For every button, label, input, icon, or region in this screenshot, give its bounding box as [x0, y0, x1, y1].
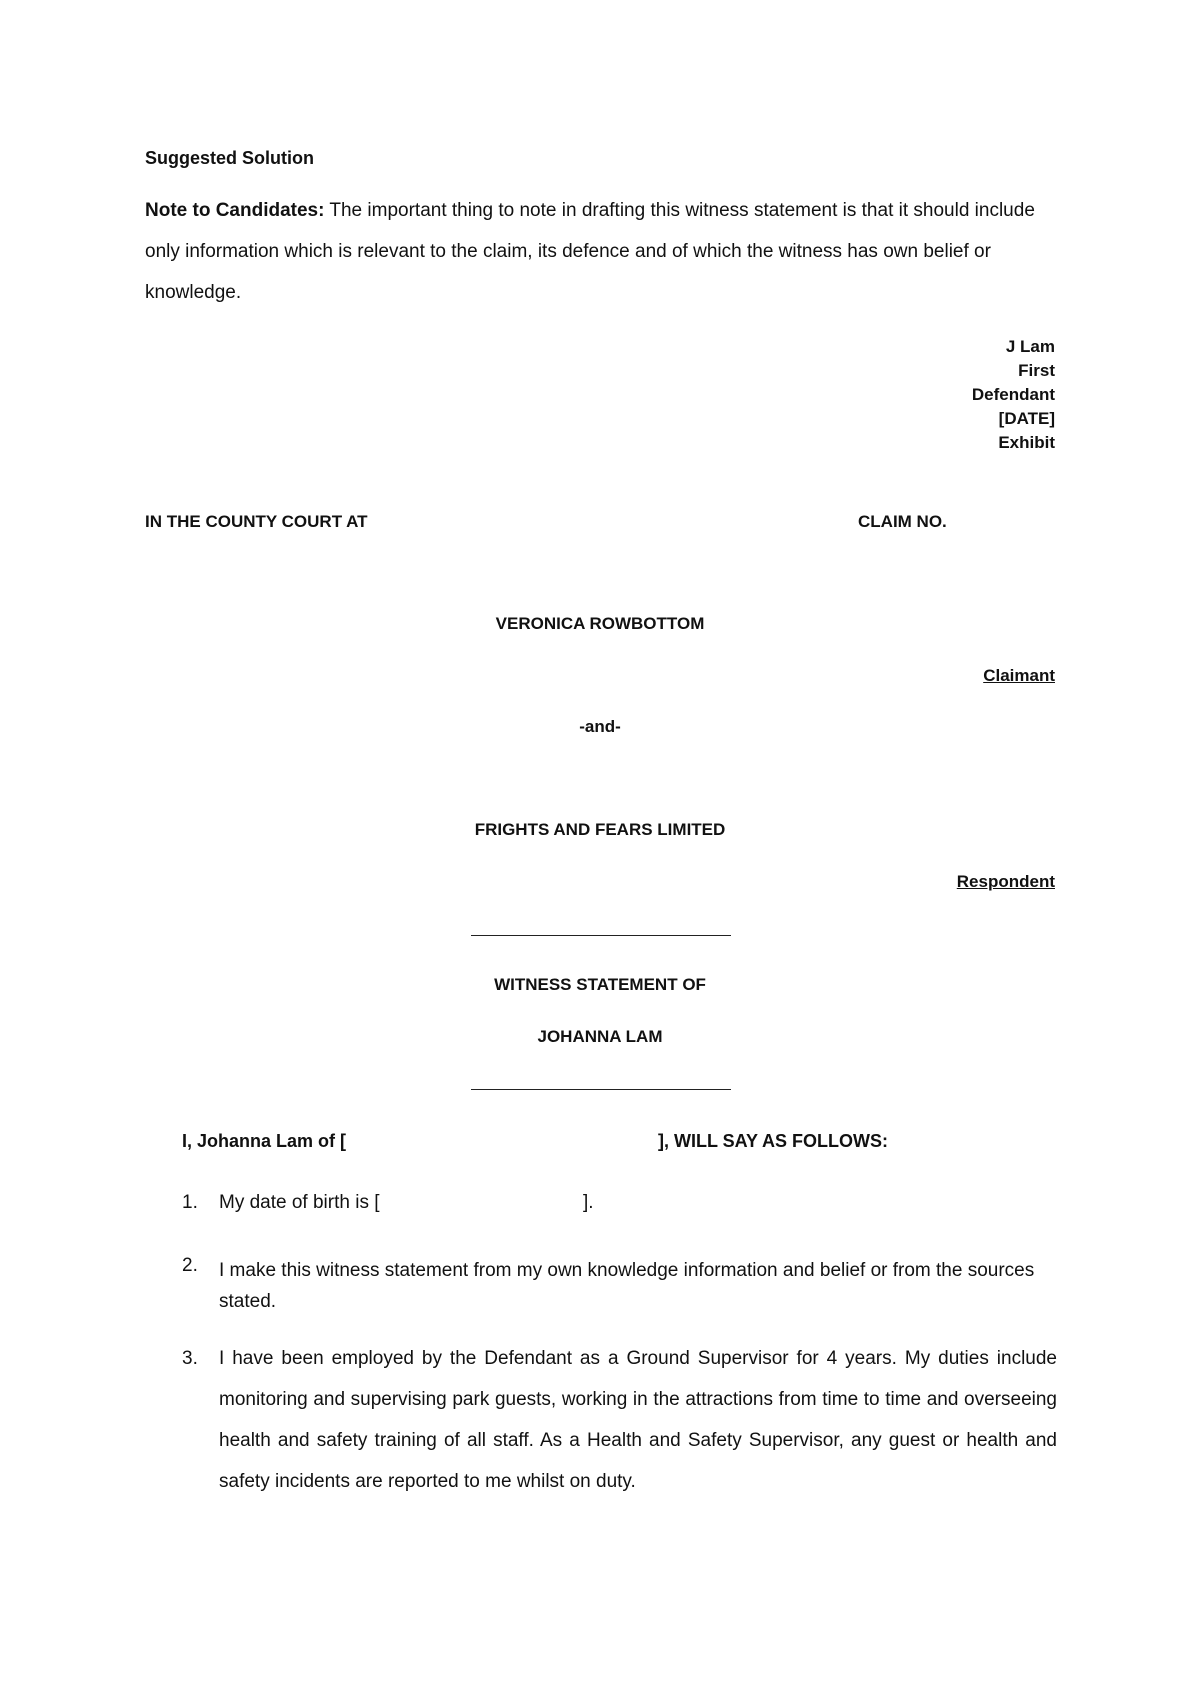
marginal-note-line: [DATE] [998, 409, 1055, 428]
divider-top [471, 935, 731, 936]
claimant-role: Claimant [983, 666, 1055, 685]
marginal-note-line: Defendant [971, 385, 1055, 404]
note-to-candidates [145, 190, 1057, 313]
item-number: 1. [182, 1192, 198, 1213]
note-text: The important thing to note in drafting this witness statement is that it should include only information which is relevant to the claim, its defence and of which the witness has own belief or knowledge. [145, 200, 1035, 303]
statement-title-line1: WITNESS STATEMENT OF [494, 975, 706, 994]
marginal-note-line: Exhibit [998, 433, 1055, 452]
divider-bottom [471, 1089, 731, 1090]
statement-title-line2: JOHANNA LAM [537, 1027, 663, 1046]
marginal-note-line: First [1018, 361, 1055, 380]
marginal-note [972, 335, 1055, 455]
respondent-role: Respondent [956, 872, 1055, 891]
document-heading: Suggested Solution [145, 148, 314, 168]
and-separator: -and- [579, 717, 621, 736]
item-1-text-left: My date of birth is [ [219, 1192, 380, 1213]
claimant-name: VERONICA ROWBOTTOM [495, 614, 705, 633]
intro-right: ], WILL SAY AS FOLLOWS: [658, 1131, 889, 1151]
item-2-text: I make this witness statement from my own knowledge information and belief or from the sources stated. [219, 1260, 1035, 1312]
item-number: 2. [182, 1255, 198, 1276]
claim-number-label: CLAIM NO. [858, 512, 947, 531]
item-1-text-right: ]. [583, 1192, 594, 1213]
intro-left: I, Johanna Lam of [ [182, 1131, 347, 1151]
marginal-note-line: J Lam [1005, 337, 1055, 356]
item-number: 3. [182, 1348, 198, 1369]
item-3-text: I have been employed by the Defendant as a Ground Supervisor for 4 years. My duties include monitoring and supervising park guests, working in the attractions from time to time and overseeing health and safety training of all staff. As a Health and Safety Supervisor, any guest or health and safety incidents are reported to me whilst on duty. [219, 1348, 1057, 1492]
court-label: IN THE COUNTY COURT AT [145, 512, 368, 531]
respondent-name: FRIGHTS AND FEARS LIMITED [474, 820, 726, 839]
note-label: Note to Candidates: [145, 200, 325, 221]
